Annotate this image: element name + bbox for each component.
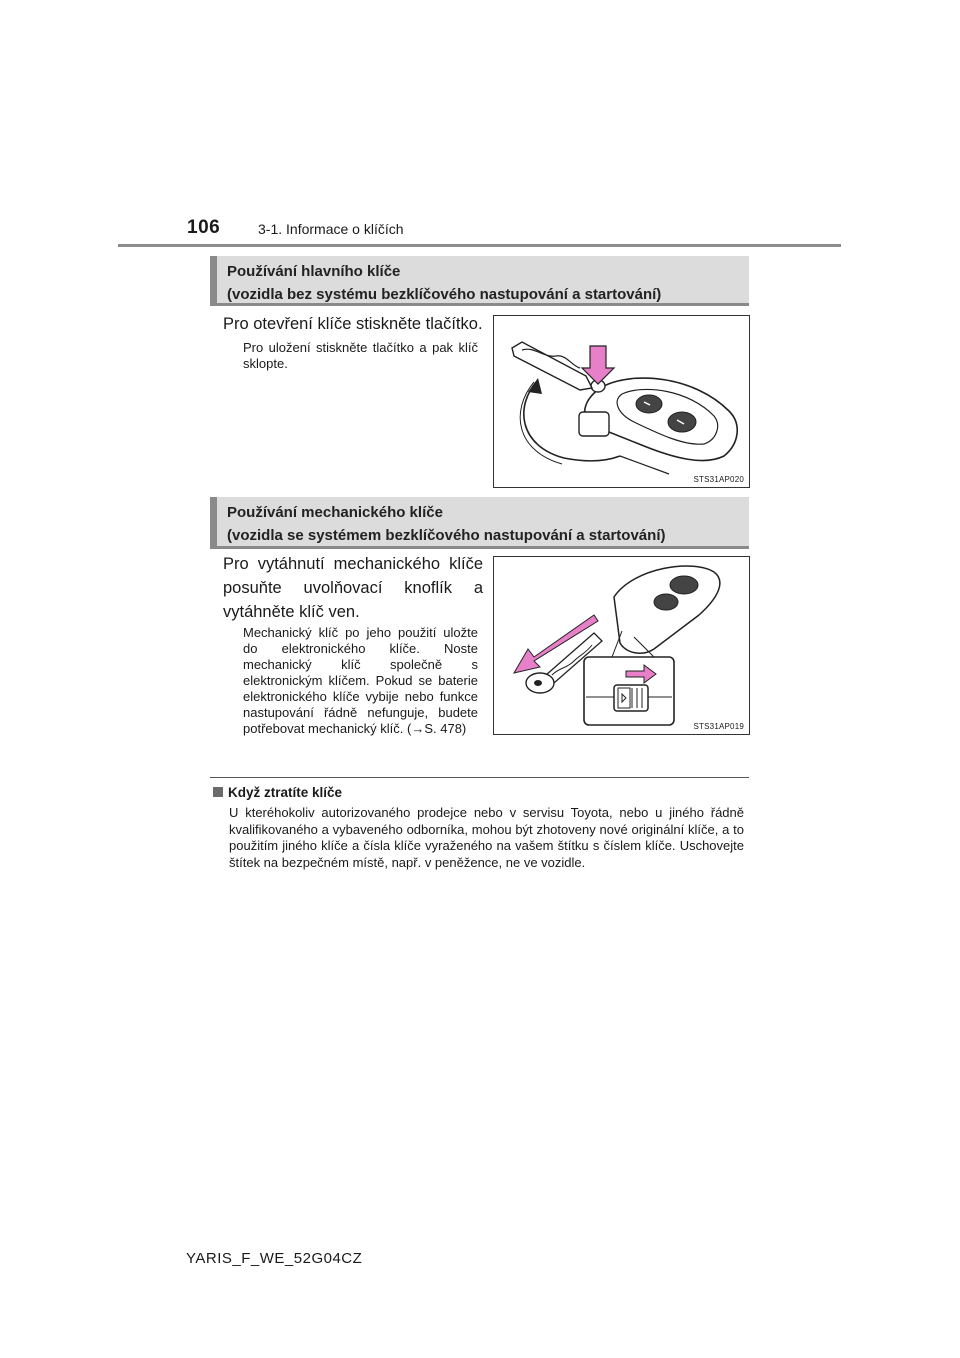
tip-rule [210, 777, 749, 778]
figure-mechanical-key [493, 556, 750, 735]
note-mechanical-key: Mechanický klíč po jeho použití uložte do elektronického klíče. Noste mechanický klíč společně s elektronickým klíčem. Pokud se baterie elektronického klíče vybije nebo funkce nastupování řádně nefunguje, budete potřebovat mechanický klíč. (→S. 478) [243, 625, 478, 736]
heading-line-1: Používání hlavního klíče [227, 263, 401, 280]
flip-key-illustration [494, 316, 749, 487]
figure-code: STS31AP020 [693, 475, 744, 484]
tip-title [213, 785, 342, 800]
section-heading-main-key [210, 256, 749, 306]
instruction-open-key: Pro otevření klíče stiskněte tlačítko. [223, 315, 483, 333]
footer-doc-code: YARIS_F_WE_52G04CZ [186, 1250, 363, 1267]
header-rule [118, 244, 841, 247]
tip-body: U kteréhokoliv autorizovaného prodejce nebo v servisu Toyota, nebo u jiného řádně kvalifikovaného a vybaveného odborníka, mohou být zhotoveny nové originální klíče, a to použitím jiného klíče a čísla klíče vyraženého na vašem štítku s číslem klíče. Uschovejte štítek na bezpečném místě, např. v peněžence, ne ve vozidle. [229, 805, 744, 870]
page-number: 106 [187, 217, 221, 238]
tip-title-text: Když ztratíte klíče [228, 785, 343, 800]
instruction-pull-key: Pro vytáhnutí mechanického klíče posuňte uvolňovací knoflík a vytáhněte klíč ven. [223, 555, 483, 621]
figure-code: STS31AP019 [693, 722, 744, 731]
figure-flip-key [493, 315, 750, 488]
heading-line-1: Používání mechanického klíče [227, 504, 443, 521]
heading-line-2: (vozidla bez systému bezklíčového nastupování a startování) [227, 286, 662, 303]
heading-line-2: (vozidla se systémem bezklíčového nastupování a startování) [227, 527, 666, 544]
mechanical-key-illustration [494, 557, 749, 734]
section-label: 3-1. Informace o klíčích [258, 221, 404, 237]
square-bullet-icon [213, 787, 223, 797]
note-store-key: Pro uložení stiskněte tlačítko a pak klíč sklopte. [243, 340, 478, 371]
section-heading-mechanical-key [210, 497, 749, 549]
